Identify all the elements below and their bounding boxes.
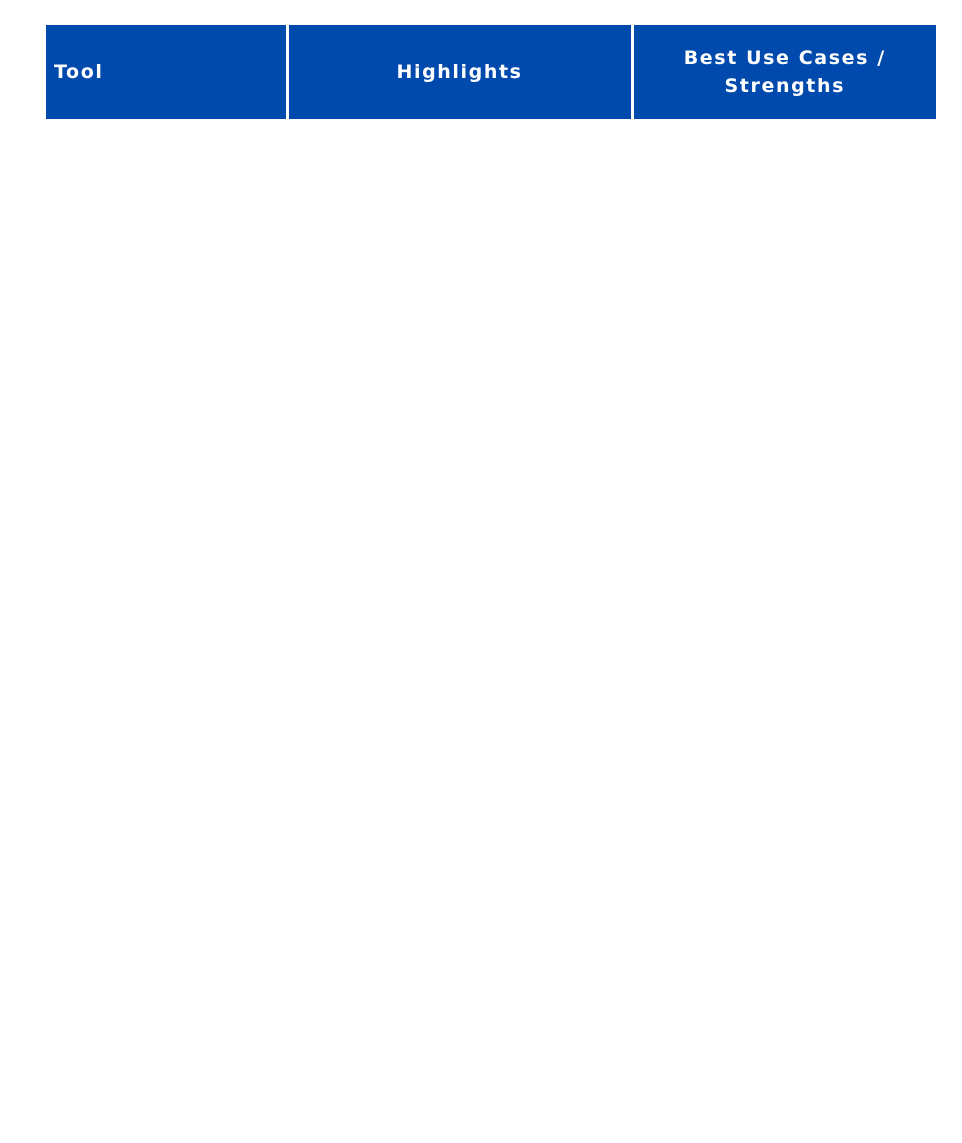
column-header-use-cases: Best Use Cases / Strengths: [632, 25, 936, 119]
comparison-table: [46, 25, 936, 119]
table-header-row: [46, 25, 936, 119]
column-header-tool: Tool: [46, 25, 287, 119]
column-header-highlights: Highlights: [287, 25, 632, 119]
table-header: [46, 25, 936, 119]
